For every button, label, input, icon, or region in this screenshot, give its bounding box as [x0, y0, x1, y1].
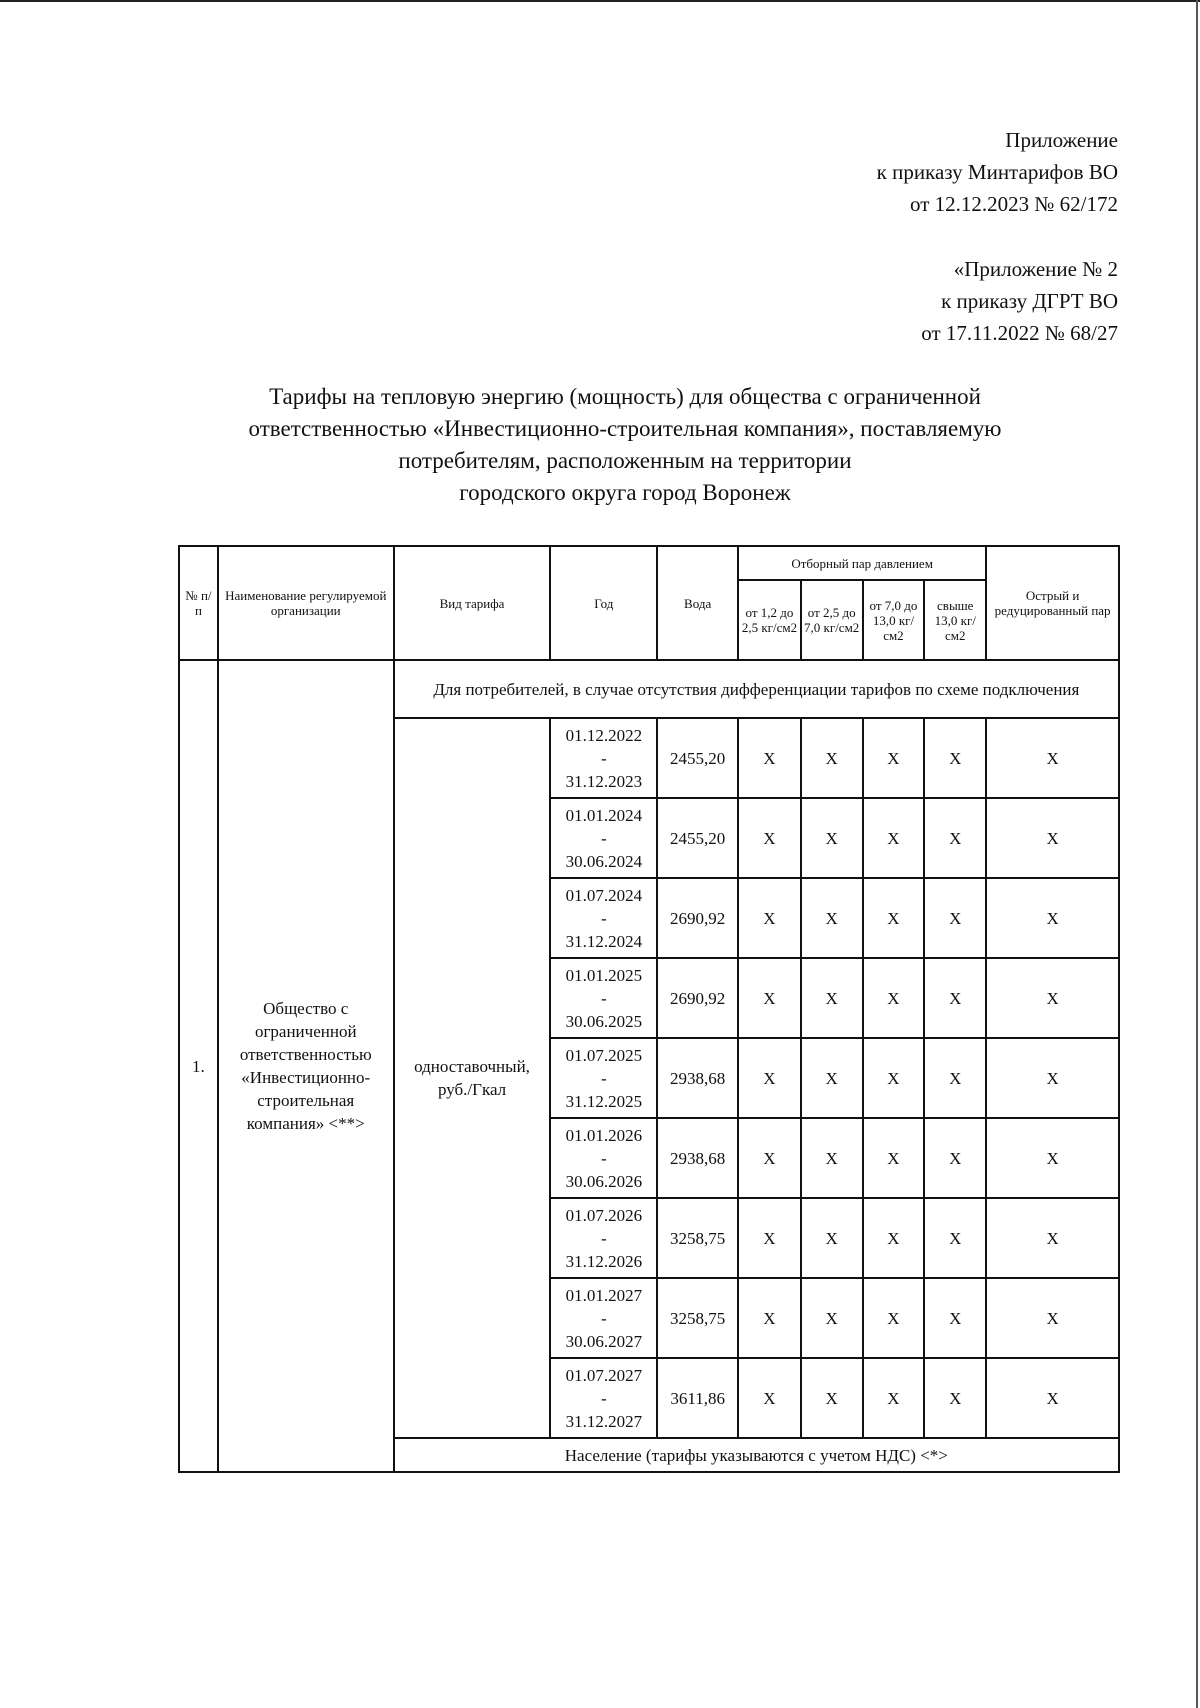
period-sep: - — [600, 828, 607, 848]
steam-s2-cell: X — [801, 1278, 863, 1358]
steam-s1-cell: X — [738, 878, 801, 958]
header-num: № п/п — [179, 546, 218, 660]
period-to: 31.12.2027 — [565, 1411, 643, 1431]
steam-s1-cell: X — [738, 798, 801, 878]
steam-s3-cell: X — [863, 1118, 925, 1198]
period-cell — [550, 958, 657, 1038]
period-from: 01.01.2027 — [565, 1285, 643, 1305]
header-steam-1: от 1,2 до 2,5 кг/см2 — [738, 580, 801, 660]
steam-s2-cell: X — [801, 718, 863, 798]
title-line: Тарифы на тепловую энергию (мощность) для общества с ограниченной — [269, 384, 981, 409]
period-sep: - — [600, 908, 607, 928]
steam-s3-cell: X — [863, 1038, 925, 1118]
period-from: 01.01.2025 — [565, 965, 643, 985]
steam-s4-cell: X — [924, 958, 986, 1038]
steam-sharp-cell: X — [986, 1038, 1119, 1118]
steam-s4-cell: X — [924, 798, 986, 878]
period-sep: - — [600, 1068, 607, 1088]
steam-sharp-cell: X — [986, 798, 1119, 878]
period-sep: - — [600, 1308, 607, 1328]
steam-s3-cell: X — [863, 1198, 925, 1278]
period-from: 01.07.2025 — [565, 1045, 643, 1065]
appendix-header-2 — [921, 253, 1118, 349]
steam-s1-cell: X — [738, 1038, 801, 1118]
scan-edge-right — [1196, 0, 1198, 1708]
water-tariff: 2455,20 — [657, 798, 738, 878]
steam-s4-cell: X — [924, 1358, 986, 1438]
steam-s3-cell: X — [863, 1358, 925, 1438]
steam-s1-cell: X — [738, 1278, 801, 1358]
header-year: Год — [550, 546, 657, 660]
steam-sharp-cell: X — [986, 718, 1119, 798]
steam-s1-cell: X — [738, 958, 801, 1038]
title-line: городского округа город Воронеж — [459, 480, 791, 505]
period-sep: - — [600, 748, 607, 768]
steam-s4-cell: X — [924, 1278, 986, 1358]
scan-edge-top — [0, 0, 1200, 2]
period-cell — [550, 878, 657, 958]
appendix-line: «Приложение № 2 — [953, 257, 1118, 281]
steam-s3-cell: X — [863, 798, 925, 878]
steam-s2-cell: X — [801, 878, 863, 958]
period-from: 01.12.2022 — [565, 725, 643, 745]
title-line: потребителям, расположенным на территории — [398, 448, 852, 473]
water-tariff: 3258,75 — [657, 1198, 738, 1278]
steam-s3-cell: X — [863, 958, 925, 1038]
period-to: 30.06.2024 — [565, 851, 643, 871]
water-tariff: 2455,20 — [657, 718, 738, 798]
water-tariff: 2938,68 — [657, 1038, 738, 1118]
period-cell — [550, 1278, 657, 1358]
period-cell — [550, 1038, 657, 1118]
period-to: 30.06.2027 — [565, 1331, 643, 1351]
row-num: 1. — [179, 660, 218, 1472]
steam-s2-cell: X — [801, 1198, 863, 1278]
steam-s4-cell: X — [924, 1118, 986, 1198]
period-cell — [550, 718, 657, 798]
period-sep: - — [600, 1228, 607, 1248]
steam-s3-cell: X — [863, 878, 925, 958]
period-from: 01.07.2024 — [565, 885, 643, 905]
title-line: ответственностью «Инвестиционно-строительная компания», поставляемую — [248, 416, 1002, 441]
period-from: 01.07.2027 — [565, 1365, 643, 1385]
steam-s2-cell: X — [801, 1358, 863, 1438]
period-to: 31.12.2025 — [565, 1091, 643, 1111]
steam-s1-cell: X — [738, 1118, 801, 1198]
period-cell — [550, 798, 657, 878]
steam-s1-cell: X — [738, 1358, 801, 1438]
steam-s2-cell: X — [801, 958, 863, 1038]
header-steam-group: Отборный пар давлением — [738, 546, 986, 580]
period-sep: - — [600, 988, 607, 1008]
steam-s1-cell: X — [738, 718, 801, 798]
period-to: 30.06.2026 — [565, 1171, 643, 1191]
steam-sharp-cell: X — [986, 958, 1119, 1038]
org-name: Общество с ограниченной ответственностью «Инвестиционно-строительная компания» <**> — [218, 660, 394, 1472]
header-steam-4: свыше 13,0 кг/см2 — [924, 580, 986, 660]
period-sep: - — [600, 1148, 607, 1168]
section-heading-population: Население (тарифы указываются с учетом НДС) <*> — [394, 1438, 1119, 1472]
header-water: Вода — [657, 546, 738, 660]
water-tariff: 2690,92 — [657, 958, 738, 1038]
header-org: Наименование регулируемой организации — [218, 546, 394, 660]
tariff-table — [178, 545, 1120, 1473]
steam-s4-cell: X — [924, 878, 986, 958]
water-tariff: 3611,86 — [657, 1358, 738, 1438]
document-title — [150, 381, 1100, 509]
steam-sharp-cell: X — [986, 1118, 1119, 1198]
period-cell — [550, 1118, 657, 1198]
tariff-type: одноставочный, руб./Гкал — [394, 718, 551, 1438]
appendix-line: Приложение — [1005, 128, 1118, 152]
period-from: 01.01.2024 — [565, 805, 643, 825]
period-to: 31.12.2023 — [565, 771, 643, 791]
steam-s4-cell: X — [924, 718, 986, 798]
period-to: 31.12.2026 — [565, 1251, 643, 1271]
steam-sharp-cell: X — [986, 1198, 1119, 1278]
section-heading: Для потребителей, в случае отсутствия дифференциации тарифов по схеме подключения — [394, 660, 1119, 718]
steam-sharp-cell: X — [986, 1278, 1119, 1358]
steam-s2-cell: X — [801, 798, 863, 878]
header-steam-2: от 2,5 до 7,0 кг/см2 — [801, 580, 863, 660]
header-steam-3: от 7,0 до 13,0 кг/см2 — [863, 580, 925, 660]
steam-s4-cell: X — [924, 1198, 986, 1278]
appendix-line: от 12.12.2023 № 62/172 — [909, 192, 1118, 216]
steam-s4-cell: X — [924, 1038, 986, 1118]
period-to: 30.06.2025 — [565, 1011, 643, 1031]
steam-s2-cell: X — [801, 1118, 863, 1198]
water-tariff: 2938,68 — [657, 1118, 738, 1198]
steam-s2-cell: X — [801, 1038, 863, 1118]
steam-s1-cell: X — [738, 1198, 801, 1278]
appendix-header-1 — [877, 124, 1118, 220]
appendix-line: к приказу ДГРТ ВО — [941, 289, 1118, 313]
period-cell — [550, 1358, 657, 1438]
steam-sharp-cell: X — [986, 1358, 1119, 1438]
header-tariff-type: Вид тарифа — [394, 546, 551, 660]
period-from: 01.07.2026 — [565, 1205, 643, 1225]
steam-s3-cell: X — [863, 718, 925, 798]
steam-s3-cell: X — [863, 1278, 925, 1358]
water-tariff: 2690,92 — [657, 878, 738, 958]
period-cell — [550, 1198, 657, 1278]
appendix-line: к приказу Минтарифов ВО — [876, 160, 1118, 184]
period-sep: - — [600, 1388, 607, 1408]
period-from: 01.01.2026 — [565, 1125, 643, 1145]
period-to: 31.12.2024 — [565, 931, 643, 951]
appendix-line: от 17.11.2022 № 68/27 — [921, 321, 1118, 345]
steam-sharp-cell: X — [986, 878, 1119, 958]
header-sharp-steam: Острый и редуцированный пар — [986, 546, 1119, 660]
water-tariff: 3258,75 — [657, 1278, 738, 1358]
